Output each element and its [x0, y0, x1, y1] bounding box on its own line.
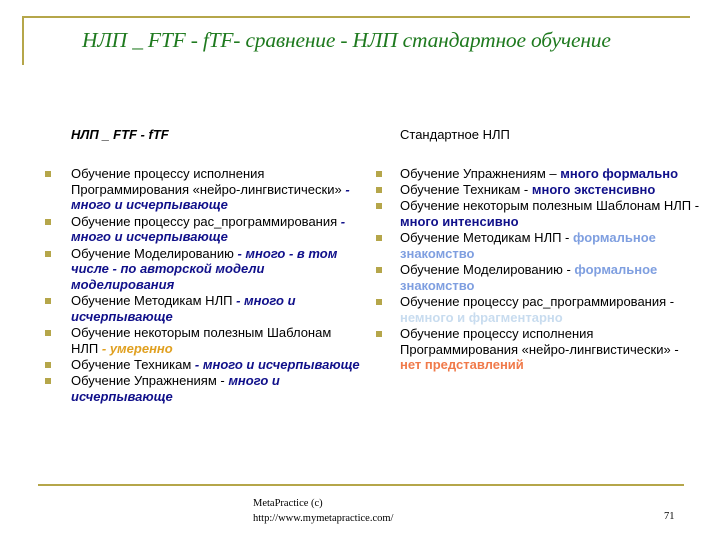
left-rule [22, 16, 24, 65]
list-item [71, 246, 361, 293]
list-item [71, 166, 361, 213]
bullet-icon [45, 298, 51, 304]
item-emphasis: много интенсивно [400, 214, 519, 230]
bullet-icon [45, 362, 51, 368]
item-text: Обучение процессу исполнения Программирования «нейро-лингвистически» [71, 166, 346, 197]
item-emphasis: много формально [560, 166, 679, 181]
item-text: Обучение Методикам НЛП - [400, 230, 573, 246]
item-emphasis: - много - в том числе - по авторской модели моделирования [71, 245, 338, 292]
left-column-heading: НЛП _ FTF - fTF [71, 127, 169, 142]
bullet-icon [376, 299, 382, 305]
footer-rule [38, 484, 684, 486]
footer [253, 496, 393, 526]
bullet-icon [376, 171, 382, 177]
bullet-icon [45, 330, 51, 336]
item-emphasis: - много и исчерпывающе [194, 356, 360, 372]
list-item [400, 294, 700, 325]
bullet-icon [45, 378, 51, 384]
item-text: Обучение процессу рас_программирования [71, 213, 341, 229]
right-bullet-list [400, 166, 700, 374]
item-text: Обучение Техникам - [400, 182, 532, 198]
item-text: Обучение Методикам НЛП [71, 293, 237, 309]
list-item [400, 166, 700, 182]
item-text: Обучение Упражнениям - [71, 373, 229, 389]
footer-copyright: MetaPractice (c) [253, 498, 323, 509]
list-item [71, 325, 361, 356]
bullet-icon [45, 251, 51, 257]
item-emphasis: - много и исчерпывающе [71, 293, 296, 324]
list-item [71, 373, 361, 404]
footer-url[interactable]: http://www.mymetapractice.com/ [253, 513, 394, 524]
bullet-icon [376, 235, 382, 241]
item-text: Обучение процессу исполнения Программирования «нейро-лингвистически» - [400, 326, 679, 357]
item-emphasis: формальное знакомство [400, 230, 656, 262]
right-column-heading: Стандартное НЛП [400, 127, 510, 142]
item-emphasis: нет представлений [400, 357, 524, 373]
bullet-icon [376, 331, 382, 337]
item-text: Обучение некоторым полезным Шаблонам НЛП - [400, 198, 700, 214]
bullet-icon [376, 203, 382, 209]
list-item [71, 357, 361, 373]
item-text: Обучение Моделированию - [400, 262, 575, 278]
bullet-icon [45, 219, 51, 225]
item-text: Обучение Моделированию [71, 245, 238, 261]
item-text: Обучение Техникам [71, 356, 195, 372]
list-item [400, 198, 700, 229]
list-item [400, 262, 700, 293]
list-item [71, 293, 361, 324]
item-emphasis: много и исчерпывающе [71, 373, 280, 404]
bullet-icon [45, 171, 51, 177]
list-item [400, 182, 700, 198]
bullet-icon [376, 187, 382, 193]
list-item [400, 230, 700, 261]
item-emphasis: - много и исчерпывающе [71, 213, 346, 245]
item-text: Обучение некоторым полезным Шаблонам НЛП [71, 325, 332, 356]
item-emphasis: - умеренно [101, 340, 173, 356]
page-number: 71 [664, 511, 675, 522]
list-item [400, 326, 700, 373]
item-emphasis: формальное знакомство [400, 262, 658, 293]
list-item [71, 214, 361, 245]
item-emphasis: много экстенсивно [531, 182, 656, 198]
item-emphasis: - много и исчерпывающе [71, 181, 350, 213]
item-emphasis: немного и фрагментарно [400, 309, 563, 325]
slide-title: НЛП _ FTF - fTF- сравнение - НЛП стандартное обучение [82, 28, 611, 52]
bullet-icon [376, 267, 382, 273]
item-text: Обучение процессу рас_программирования - [400, 294, 675, 310]
item-text: Обучение Упражнениям – [400, 166, 561, 181]
left-bullet-list [71, 166, 361, 405]
top-rule [22, 16, 690, 18]
